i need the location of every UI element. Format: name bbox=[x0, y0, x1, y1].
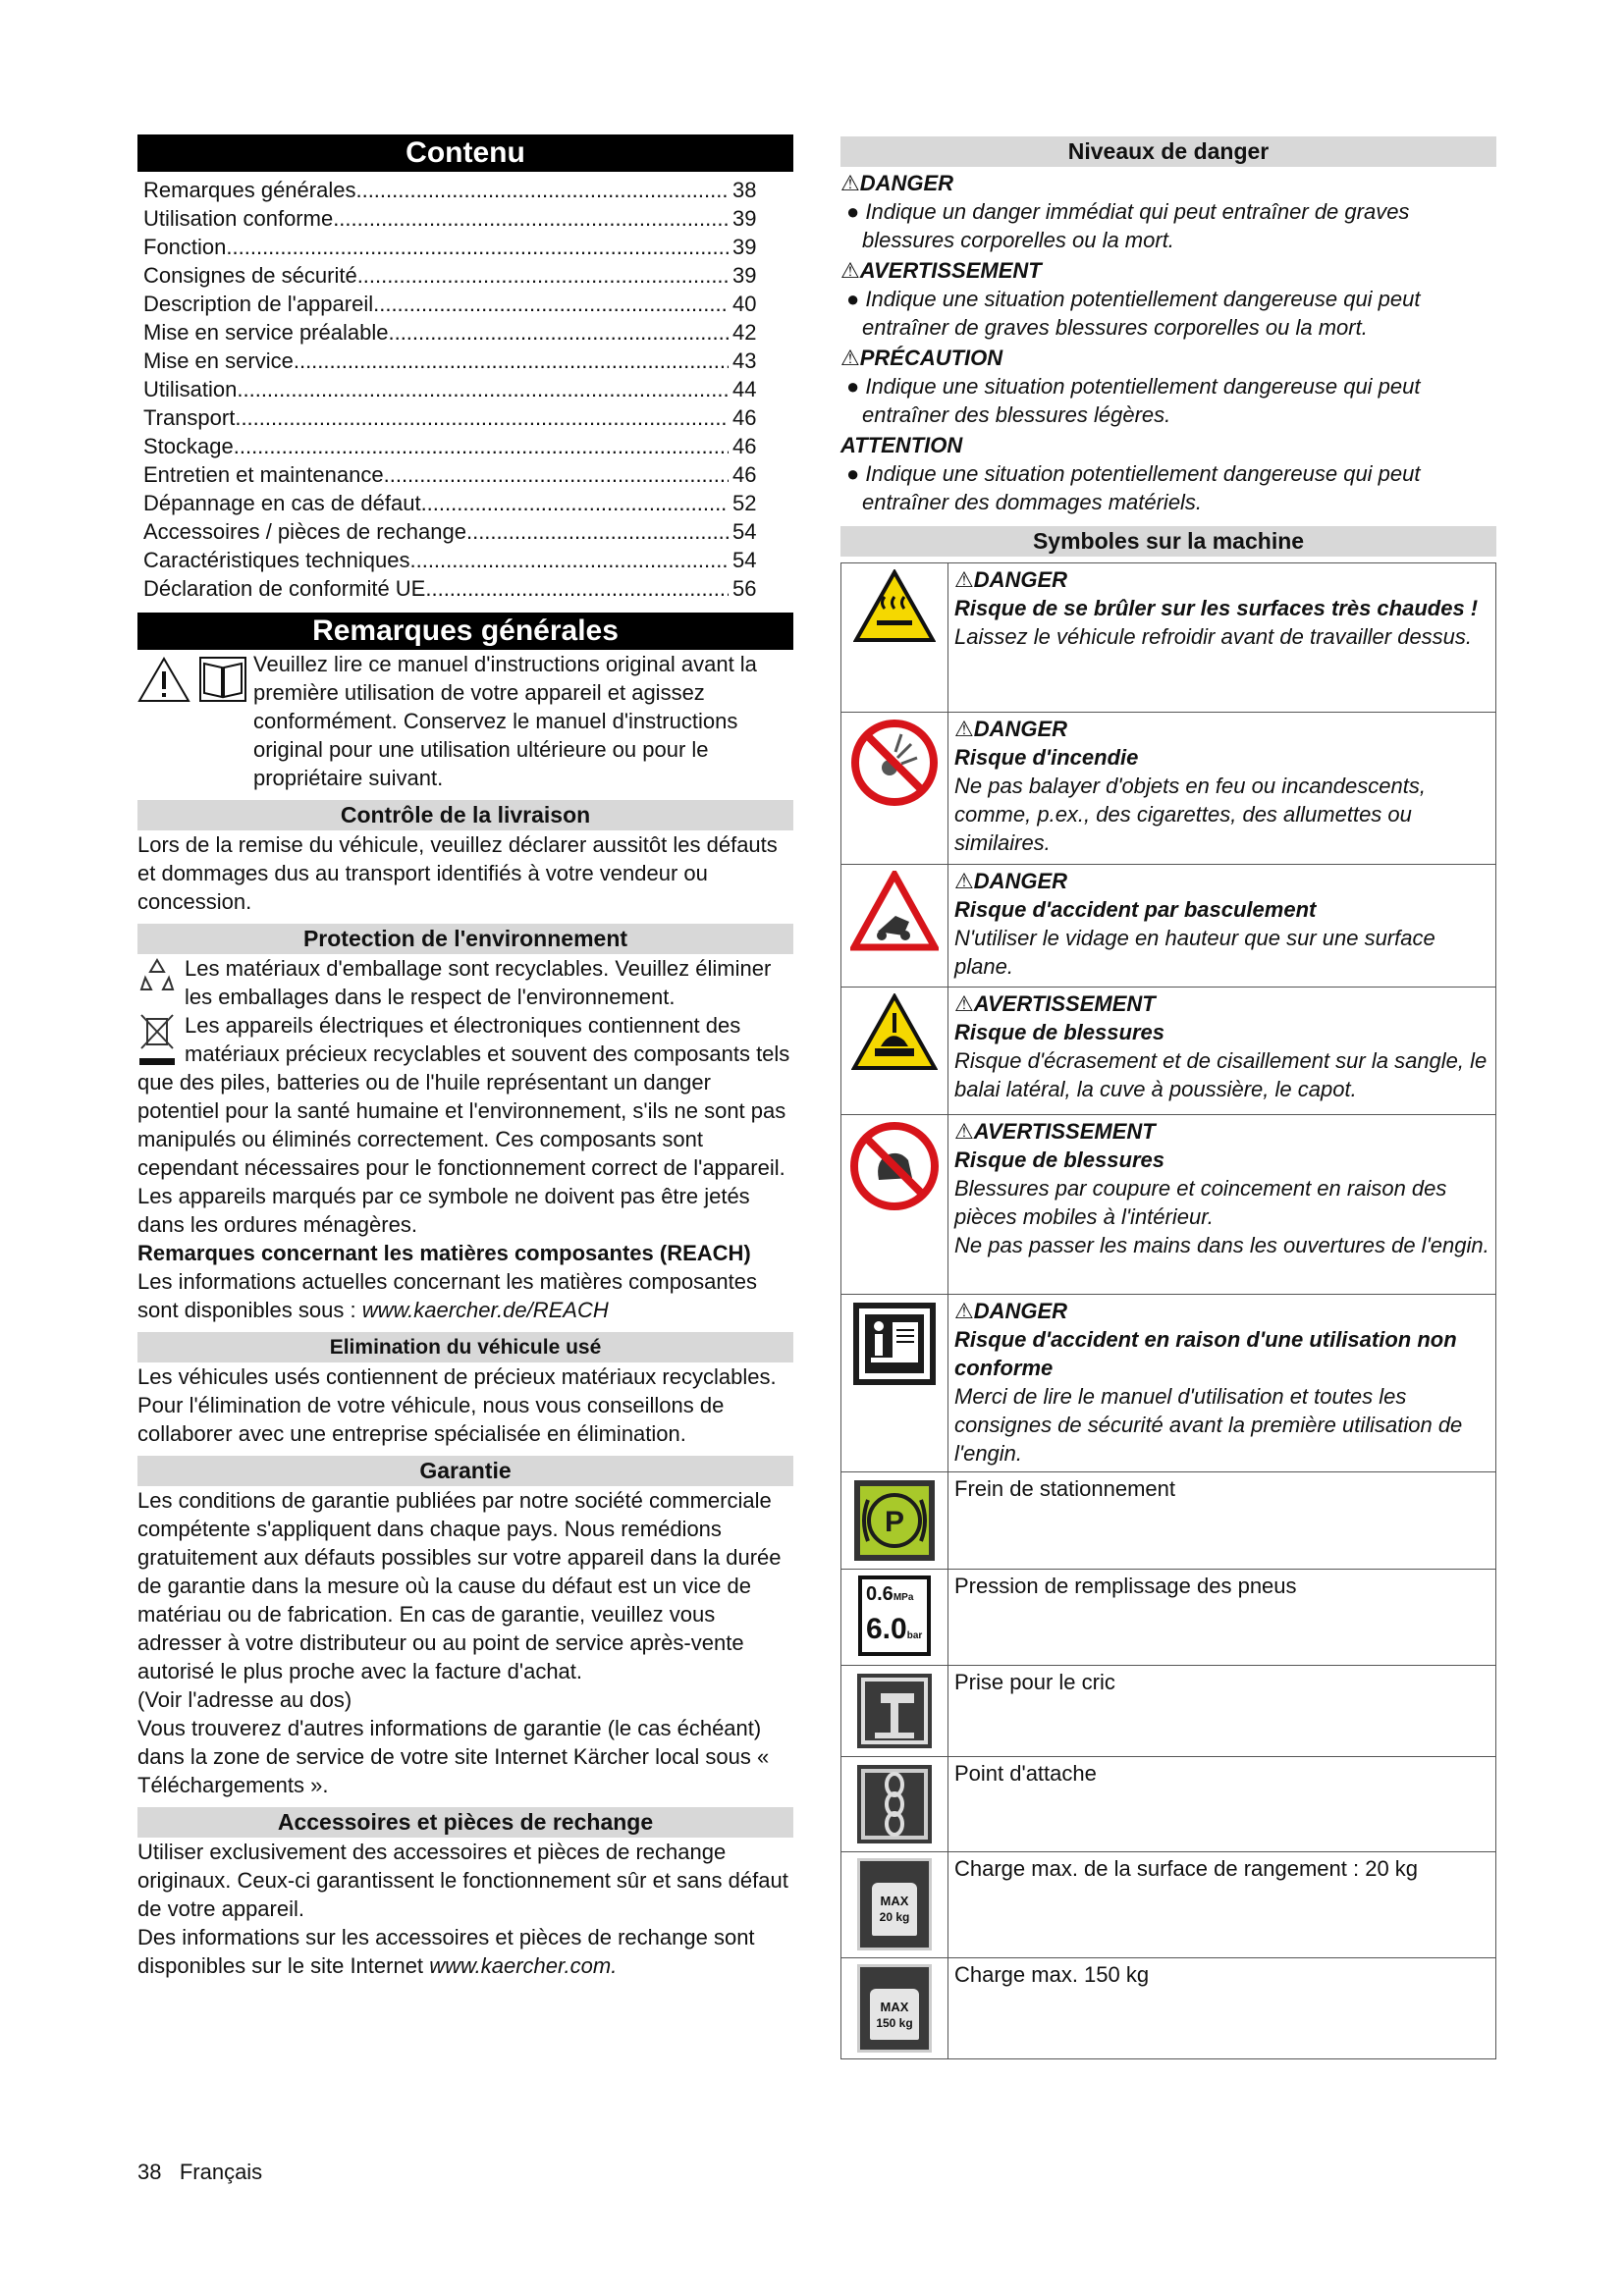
toc-entry[interactable]: Fonction ..... 39 bbox=[143, 233, 772, 261]
weee-block bbox=[137, 1011, 793, 1239]
toc-entry[interactable]: Utilisation conforme ..... 39 bbox=[143, 204, 772, 233]
jack-point-icon bbox=[855, 1672, 934, 1750]
symbol-heading: Risque d'incendie bbox=[954, 745, 1139, 770]
symbol-level: ⚠DANGER bbox=[954, 1299, 1068, 1323]
no-hands-icon bbox=[849, 1121, 940, 1211]
no-burning-objects-icon bbox=[850, 719, 939, 807]
symbol-description: Blessures par coupure et coincement en raison des pièces mobiles à l'intérieur. bbox=[954, 1176, 1447, 1229]
symbol-level: ⚠AVERTISSEMENT bbox=[954, 1119, 1156, 1144]
toc-entry[interactable]: Consignes de sécurité ..... 39 bbox=[143, 261, 772, 290]
attention-level-text: ● Indique une situation potentiellement dangereuse qui peut entraîner des dommages matériels. bbox=[846, 461, 1421, 514]
toc-entry[interactable]: Stockage ..... 46 bbox=[143, 432, 772, 460]
table-of-contents bbox=[143, 176, 772, 603]
toc-entry[interactable]: Utilisation ..... 44 bbox=[143, 375, 772, 403]
intro-text: Veuillez lire ce manuel d'instructions original avant la première utilisation de votre appareil et agissez conformément. Conservez le manuel d'instructions original pour une utilisation ultérieure ou pour le propriétaire suivant. bbox=[253, 652, 757, 790]
footer-language: Français bbox=[179, 2160, 263, 2184]
symbol-description: Laissez le véhicule refroidir avant de travailler dessus. bbox=[954, 624, 1473, 649]
symbols-table bbox=[840, 562, 1496, 2059]
table-row bbox=[841, 1958, 1496, 2059]
warranty-note: (Voir l'adresse au dos) bbox=[137, 1687, 352, 1712]
right-column bbox=[840, 134, 1496, 2059]
environment-text-weee: Les appareils électriques et électroniques contiennent des matériaux précieux recyclables et souvent des composants tels que des piles, batteries ou de l'huile représentant un danger potentiel pour la santé humaine et l'environnement, s'ils ne sont pas manipulés ou éliminés correctement. Ces composants sont cependant nécessaires pour le fonctionnement correct de l'appareil. Les appareils marqués par ce symbole ne doivent pas être jetés dans les ordures ménagères. bbox=[137, 1013, 790, 1237]
toc-entry[interactable]: Déclaration de conformité UE ..... 56 bbox=[143, 574, 772, 603]
max-load-150-icon: MAX 150 kg bbox=[857, 1964, 932, 2053]
recycling-icon bbox=[137, 954, 177, 997]
toc-entry[interactable]: Mise en service ..... 43 bbox=[143, 347, 772, 375]
table-row bbox=[841, 1666, 1496, 1757]
crush-hand-warning-icon bbox=[851, 993, 938, 1072]
toc-entry[interactable]: Transport ..... 46 bbox=[143, 403, 772, 432]
symbol-label: Charge max. de la surface de rangement : 20 kg bbox=[954, 1856, 1419, 1881]
environment-block bbox=[137, 954, 793, 1011]
crossed-bin-icon bbox=[137, 1011, 177, 1068]
hot-surface-warning-icon bbox=[853, 569, 936, 644]
danger-levels-heading: Niveaux de danger bbox=[840, 136, 1496, 167]
danger-level-title: ⚠DANGER bbox=[840, 171, 954, 195]
toc-entry[interactable]: Remarques générales ..... 38 bbox=[143, 176, 772, 204]
symbol-description: Merci de lire le manuel d'utilisation et toutes les consignes de sécurité avant la première utilisation de l'engin. bbox=[954, 1384, 1463, 1466]
svg-text:P: P bbox=[884, 1506, 905, 1538]
symbol-label: Prise pour le cric bbox=[954, 1670, 1115, 1694]
symbol-description-2: Ne pas passer les mains dans les ouvertures de l'engin. bbox=[954, 1233, 1489, 1257]
symbol-level: ⚠DANGER bbox=[954, 717, 1068, 741]
table-row bbox=[841, 1852, 1496, 1958]
attention-level-title: ATTENTION bbox=[840, 433, 963, 457]
symbol-label: Frein de stationnement bbox=[954, 1476, 1176, 1501]
delivery-text: Lors de la remise du véhicule, veuillez déclarer aussitôt les défauts et dommages dus au transport identifiés à votre vendeur ou concession. bbox=[137, 832, 778, 914]
tie-down-point-icon bbox=[855, 1763, 934, 1845]
toc-title: Contenu bbox=[137, 134, 793, 172]
environment-text-packaging: Les matériaux d'emballage sont recyclables. Veuillez éliminer les emballages dans le respect de l'environnement. bbox=[185, 956, 772, 1009]
table-row bbox=[841, 1757, 1496, 1852]
caution-level-title: ⚠PRÉCAUTION bbox=[840, 346, 1003, 370]
toc-entry[interactable]: Entretien et maintenance ..... 46 bbox=[143, 460, 772, 489]
reach-text: Les informations actuelles concernant les matières composantes sont disponibles sous : www.kaercher.de/REACH bbox=[137, 1269, 757, 1322]
left-column bbox=[137, 134, 793, 1980]
warning-level-title: ⚠AVERTISSEMENT bbox=[840, 258, 1042, 283]
parking-brake-icon bbox=[852, 1478, 937, 1563]
read-manual-icon bbox=[851, 1301, 938, 1387]
accessories-heading: Accessoires et pièces de rechange bbox=[137, 1807, 793, 1838]
symbol-label: Pression de remplissage des pneus bbox=[954, 1574, 1297, 1598]
table-row bbox=[841, 563, 1496, 713]
symbol-label: Point d'attache bbox=[954, 1761, 1097, 1786]
reach-heading: Remarques concernant les matières composantes (REACH) bbox=[137, 1241, 751, 1265]
symbol-heading: Risque d'accident par basculement bbox=[954, 897, 1317, 922]
tire-pressure-icon: 0.6MPa 6.0bar bbox=[858, 1575, 931, 1656]
kaercher-link[interactable]: www.kaercher.com. bbox=[429, 1953, 618, 1978]
warranty-text: Les conditions de garantie publiées par notre société commerciale compétente s'appliquent dans chaque pays. Nous remédions gratuitement aux défauts possibles sur votre appareil dans la durée de garantie dans la mesure où la cause du défaut est un vice de matériau ou de fabrication. En cas de garantie, veuillez vous adresser à votre distributeur ou au point de service après-vente autorisé le plus proche avec la facture d'achat. bbox=[137, 1488, 782, 1683]
toc-entry[interactable]: Dépannage en cas de défaut ..... 52 bbox=[143, 489, 772, 517]
intro-icons bbox=[137, 656, 249, 703]
warranty-text-2: Vous trouverez d'autres informations de garantie (le cas échéant) dans la zone de service de votre site Internet Kärcher local sous « Téléchargements ». bbox=[137, 1716, 770, 1797]
table-row bbox=[841, 1115, 1496, 1295]
table-row bbox=[841, 1472, 1496, 1570]
warning-triangle-icon bbox=[137, 656, 190, 703]
reach-link[interactable]: www.kaercher.de/REACH bbox=[361, 1298, 609, 1322]
symbol-description: Risque d'écrasement et de cisaillement sur la sangle, le balai latéral, la cuve à poussière, le capot. bbox=[954, 1048, 1488, 1101]
symbol-label: Charge max. 150 kg bbox=[954, 1962, 1150, 1987]
delivery-heading: Contrôle de la livraison bbox=[137, 800, 793, 830]
symbol-description: Ne pas balayer d'objets en feu ou incandescents, comme, p.ex., des cigarettes, des allumettes ou similaires. bbox=[954, 774, 1426, 855]
table-row bbox=[841, 713, 1496, 865]
symbol-heading: Risque d'accident en raison d'une utilisation non conforme bbox=[954, 1327, 1457, 1380]
intro-block bbox=[137, 650, 793, 792]
symbol-heading: Risque de blessures bbox=[954, 1148, 1164, 1172]
symbol-level: ⚠DANGER bbox=[954, 567, 1068, 592]
tipping-hazard-icon bbox=[850, 871, 939, 951]
disposal-text: Les véhicules usés contiennent de précieux matériaux recyclables. Pour l'élimination de votre véhicule, nous vous conseillons de collaborer avec une entreprise spécialisée en élimination. bbox=[137, 1364, 777, 1446]
table-row bbox=[841, 1570, 1496, 1666]
toc-entry[interactable]: Caractéristiques techniques ..... 54 bbox=[143, 546, 772, 574]
table-row bbox=[841, 1295, 1496, 1472]
accessories-text-2: Des informations sur les accessoires et pièces de rechange sont disponibles sur le site Internet www.kaercher.com. bbox=[137, 1925, 755, 1978]
symbol-description: N'utiliser le vidage en hauteur que sur une surface plane. bbox=[954, 926, 1435, 979]
symbol-heading: Risque de blessures bbox=[954, 1020, 1164, 1044]
toc-entry[interactable]: Accessoires / pièces de rechange ..... 54 bbox=[143, 517, 772, 546]
table-row bbox=[841, 865, 1496, 988]
symbol-level: ⚠AVERTISSEMENT bbox=[954, 991, 1156, 1016]
toc-entry[interactable]: Description de l'appareil ..... 40 bbox=[143, 290, 772, 318]
disposal-heading: Elimination du véhicule usé bbox=[137, 1332, 793, 1362]
accessories-text: Utiliser exclusivement des accessoires et pièces de rechange originaux. Ceux-ci garantissent le fonctionnement sûr et sans défaut de votre appareil. bbox=[137, 1840, 788, 1921]
warning-level-text: ● Indique une situation potentiellement dangereuse qui peut entraîner de graves blessures corporelles ou la mort. bbox=[846, 287, 1421, 340]
toc-entry[interactable]: Mise en service préalable ..... 42 bbox=[143, 318, 772, 347]
warranty-heading: Garantie bbox=[137, 1456, 793, 1486]
max-load-20-icon: MAX 20 kg bbox=[857, 1858, 932, 1950]
table-row bbox=[841, 988, 1496, 1115]
environment-heading: Protection de l'environnement bbox=[137, 924, 793, 954]
general-remarks-heading: Remarques générales bbox=[137, 613, 793, 650]
symbol-heading: Risque de se brûler sur les surfaces très chaudes ! bbox=[954, 596, 1479, 620]
page-footer bbox=[137, 2160, 262, 2185]
symbols-heading: Symboles sur la machine bbox=[840, 526, 1496, 557]
page-number: 38 bbox=[137, 2160, 162, 2184]
danger-level-text: ● Indique un danger immédiat qui peut entraîner de graves blessures corporelles ou la mort. bbox=[846, 199, 1410, 252]
caution-level-text: ● Indique une situation potentiellement dangereuse qui peut entraîner des blessures légères. bbox=[846, 374, 1421, 427]
read-manual-icon bbox=[196, 656, 249, 703]
symbol-level: ⚠DANGER bbox=[954, 869, 1068, 893]
